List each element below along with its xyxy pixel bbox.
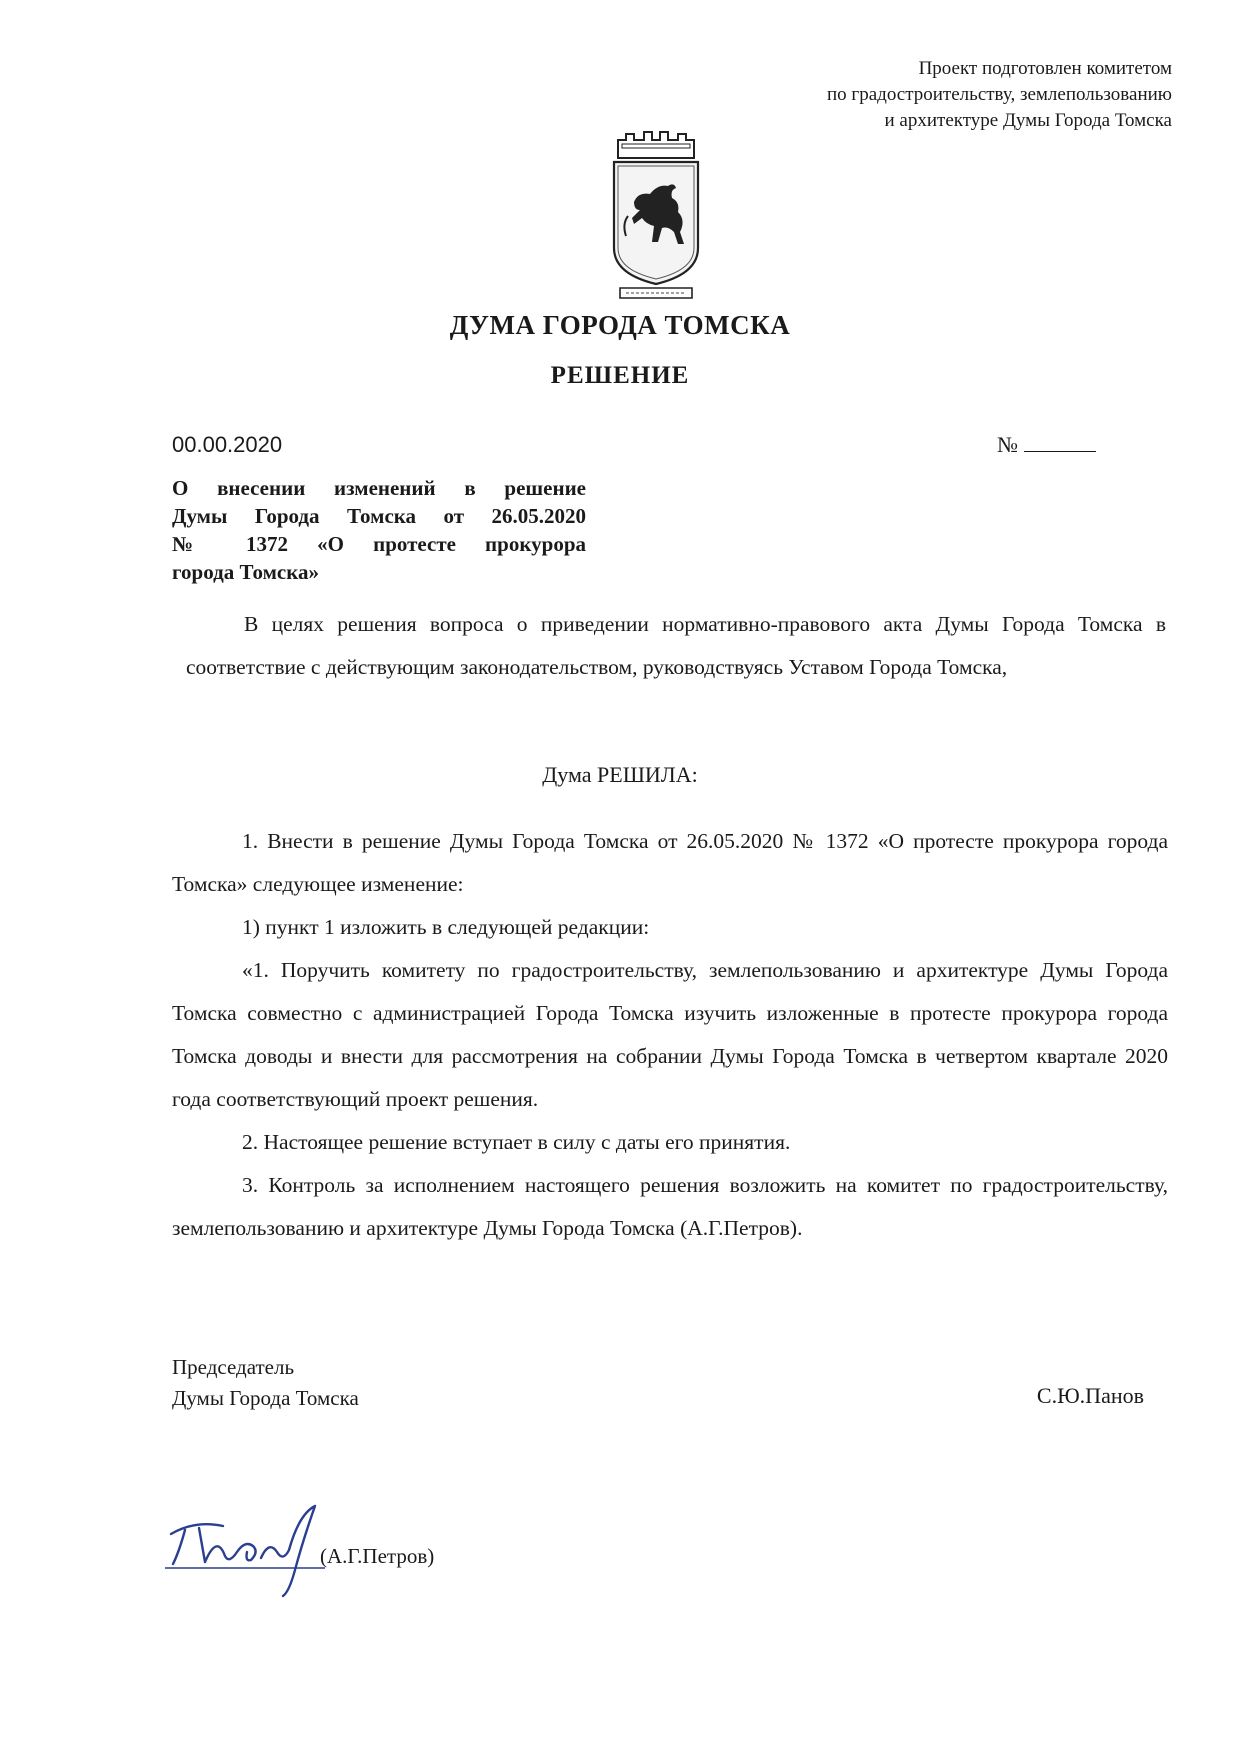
chair-name: С.Ю.Панов xyxy=(1036,1383,1144,1408)
decision-items xyxy=(172,820,1168,1250)
approver-name: (А.Г.Петров) xyxy=(320,1544,435,1568)
chair-title-line: Думы Города Томска xyxy=(172,1386,359,1410)
decision-item: 1) пункт 1 изложить в следующей редакции: xyxy=(242,915,650,939)
preamble xyxy=(186,603,1166,689)
tomsk-coat-of-arms-icon xyxy=(608,128,704,300)
number-label: № xyxy=(997,432,1018,457)
preamble-text: В целях решения вопроса о приведении нормативно-правового акта Думы Города Томска в соответствие с действующим законодательством, руководствуясь Уставом Города Томска, xyxy=(186,612,1166,679)
handwritten-signature-icon xyxy=(165,1500,345,1600)
decision-subject xyxy=(172,474,586,586)
decision-item: 2. Настоящее решение вступает в силу с даты его принятия. xyxy=(242,1130,791,1154)
document-type: РЕШЕНИЕ xyxy=(550,362,690,389)
subject-line: О внесении изменений в решение xyxy=(172,476,586,500)
organization-title: ДУМА ГОРОДА ТОМСКА xyxy=(449,310,791,340)
chair-title xyxy=(172,1352,359,1414)
decision-item: 1. Внести в решение Думы Города Томска от 26.05.2020 № 1372 «О протесте прокурора города Томска» следующее изменение: xyxy=(172,829,1168,896)
subject-line: города Томска» xyxy=(172,560,320,584)
subject-line: № 1372 «О протесте прокурора xyxy=(172,532,586,556)
prepared-by-note xyxy=(652,56,1172,134)
document-number xyxy=(997,432,1096,458)
decision-item: «1. Поручить комитету по градостроительству, землепользованию и архитектуре Думы Города Томска совместно с администрацией Города Томска изучить изложенные в протесте прокурора города Томска доводы и внести для рассмотрения на собрании Думы Города Томска в четвертом квартале 2020 года соответствующий проект решения. xyxy=(172,958,1168,1111)
decision-item: 3. Контроль за исполнением настоящего решения возложить на комитет по градостроительству, землепользованию и архитектуре Думы Города Томска (А.Г.Петров). xyxy=(172,1173,1168,1240)
chair-title-line: Председатель xyxy=(172,1355,295,1379)
prepared-line: Проект подготовлен комитетом xyxy=(918,58,1172,79)
document-date: 00.00.2020 xyxy=(172,432,283,457)
resolved-heading: Дума РЕШИЛА: xyxy=(542,762,698,787)
prepared-line: по градостроительству, землепользованию xyxy=(827,84,1172,105)
number-blank xyxy=(1024,433,1096,452)
subject-line: Думы Города Томска от 26.05.2020 xyxy=(172,504,586,528)
prepared-line: и архитектуре Думы Города Томска xyxy=(884,110,1172,131)
